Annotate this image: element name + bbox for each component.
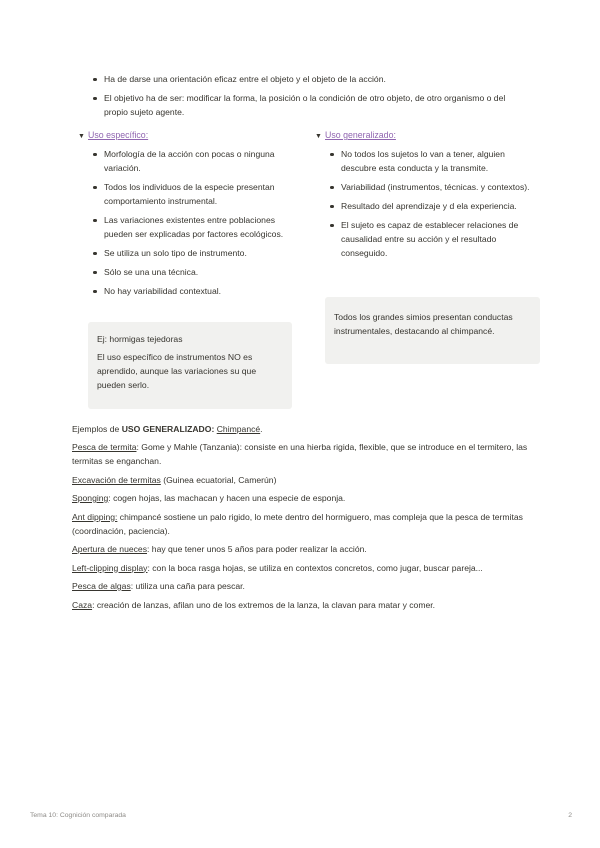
example-text: : cogen hojas, las machacan y hacen una especie de esponja. (108, 493, 346, 503)
example-term: Excavación de termitas (72, 474, 161, 485)
example-term: Ant dipping: (72, 511, 118, 522)
list-item: Resultado del aprendizaje y d ela experiencia. (329, 199, 530, 213)
specific-use-callout (88, 322, 292, 409)
callout-text: Todos los grandes simios presentan conductas instrumentales, destacando al chimpancé. (334, 312, 513, 336)
specific-use-list (92, 147, 293, 298)
generalized-use-list (329, 147, 530, 260)
example-item (72, 561, 532, 575)
specific-use-column (78, 128, 293, 303)
list-item: Variabilidad (instrumentos, técnicas. y contextos). (329, 180, 530, 194)
specific-use-toggle[interactable] (78, 128, 293, 142)
example-text: chimpancé sostiene un palo rigido, lo mete dentro del hormiguero, mas compleja que la pesca de termitas (coordinación, paciencia). (72, 511, 523, 536)
chimpance-link[interactable]: Chimpancé (216, 424, 261, 434)
example-item (72, 491, 532, 505)
specific-use-title: Uso específico: (88, 130, 149, 140)
example-term: Pesca de termita (72, 442, 137, 452)
list-item: Las variaciones existentes entre poblaciones pueden ser explicadas por factores ecológicos. (92, 213, 293, 241)
examples-section (72, 422, 532, 616)
list-item: Sólo se una una técnica. (92, 265, 293, 279)
example-item (72, 440, 532, 468)
example-text: : creación de lanzas, afilan uno de los extremos de la lanza, la clavan para matar y comer. (92, 599, 436, 610)
page-number: 2 (568, 812, 572, 819)
example-text: : utiliza una caña para pescar. (130, 581, 245, 591)
list-item: No todos los sujetos lo van a tener, alguien descubre esta conducta y la transmite. (329, 147, 530, 175)
example-term: Sponging (72, 493, 109, 503)
example-term: Pesca de algas (72, 581, 131, 591)
footer-title: Tema 10: Cognición comparada (30, 812, 126, 819)
list-item: Se utiliza un solo tipo de instrumento. (92, 246, 293, 260)
callout-note-line: El uso específico de instrumentos NO es aprendido, aunque las variaciones su que pueden serlo. (97, 352, 257, 390)
list-item: Morfología de la acción con pocas o ninguna variación. (92, 147, 293, 175)
list-item: Todos los individuos de la especie presentan comportamiento instrumental. (92, 180, 293, 208)
example-text: : con la boca rasga hojas, se utiliza en contextos concretos, como jugar, buscar pareja... (147, 562, 483, 573)
example-text: (Guinea ecuatorial, Camerún) (160, 474, 277, 485)
examples-heading-bold: USO GENERALIZADO: (121, 424, 215, 434)
example-item (72, 598, 532, 612)
example-item (72, 510, 532, 538)
list-item: Ha de darse una orientación eficaz entre el objeto y el objeto de la acción. (92, 72, 512, 86)
examples-heading-suffix: . (260, 424, 263, 434)
list-item: El objetivo ha de ser: modificar la forma, la posición o la condición de otro objeto, de otro organismo o del propio sujeto agente. (92, 91, 512, 119)
list-item: No hay variabilidad contextual. (92, 284, 293, 298)
toggle-triangle-icon[interactable]: ▼ (315, 133, 322, 140)
example-term: Left-clipping display (72, 562, 148, 573)
generalized-use-title: Uso generalizado: (325, 130, 396, 140)
toggle-triangle-icon[interactable]: ▼ (78, 133, 85, 140)
example-term: Apertura de nueces (72, 544, 148, 554)
generalized-use-toggle[interactable] (315, 128, 530, 142)
example-text: : hay que tener unos 5 años para poder realizar la acción. (147, 544, 367, 554)
generalized-use-callout (325, 297, 540, 364)
examples-heading-prefix: Ejemplos de (72, 424, 122, 434)
example-item (72, 579, 532, 593)
list-item: El sujeto es capaz de establecer relaciones de causalidad entre su acción y el resultado conseguido. (329, 218, 530, 260)
example-item (72, 542, 532, 556)
generalized-use-column (315, 128, 530, 265)
example-item (72, 473, 532, 487)
examples-heading (72, 422, 532, 436)
callout-example-line: Ej: hormigas tejedoras (97, 334, 183, 344)
example-term: Caza (72, 599, 93, 610)
top-bullet-list (92, 72, 512, 124)
example-text: : Gome y Mahle (Tanzania): consiste en una hierba rigida, flexible, que se introduce en el termitero, las termitas se enganchan. (72, 442, 528, 466)
